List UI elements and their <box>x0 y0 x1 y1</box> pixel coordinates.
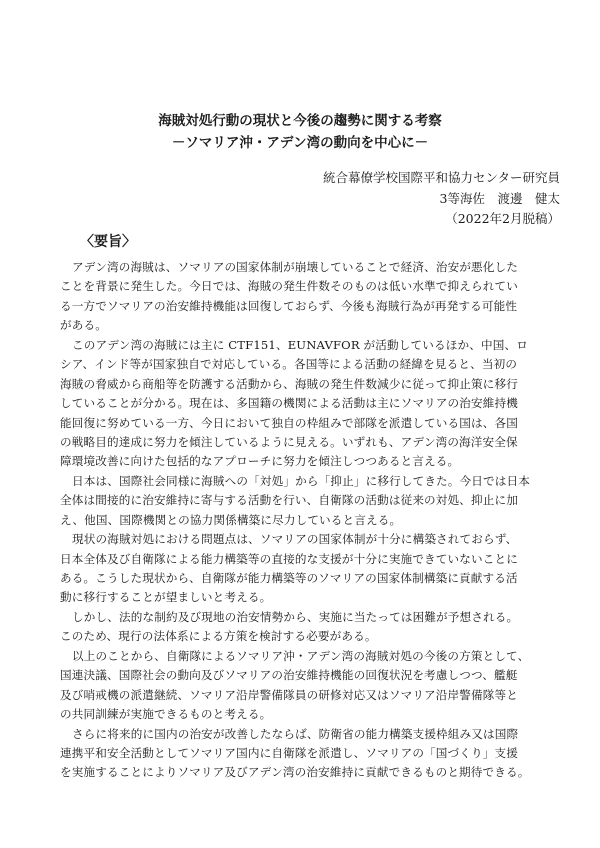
abstract-line: さらに将来的に国内の治安が改善したならば、防衛省の能力構築支援枠組み又は国際 <box>72 726 519 741</box>
abstract-line: の戦略目的達成に努力を傾注しているように見える。いずれも、アデン湾の海洋安全保 <box>60 434 518 449</box>
paper-title <box>0 110 600 154</box>
abstract-line: ことを背景に発生した。今日では、海賊の発生件数そのものは低い水準で抑えられてい <box>60 279 519 294</box>
abstract-line: 障環境改善に向けた包括的なアプローチに努力を傾注しつつあると言える。 <box>60 454 460 469</box>
abstract-line: がある。 <box>60 318 107 333</box>
title-main: 海賊対処行動の現状と今後の趨勢に関する考察 <box>158 113 442 129</box>
abstract-line: る一方でソマリアの治安維持機能は回復しておらず、今後も海賊行為が再発する可能性 <box>60 298 518 313</box>
abstract-line: アデン湾の海賊は、ソマリアの国家体制が崩壊していることで経済、治安が悪化した <box>72 260 519 274</box>
author-rank-name: 3等海佐 渡邊 健太 <box>439 190 560 206</box>
abstract-line: 全体は間接的に治安維持に寄与する活動を行い、自衛隊の活動は従来の対処、抑止に加 <box>60 493 519 508</box>
abstract-line: 動に移行することが望ましいと考える。 <box>60 590 272 605</box>
abstract-line: 日本全体及び自衛隊による能力構築等の直接的な支援が十分に実施できていないことに <box>60 551 519 566</box>
title-subtitle: －ソマリア沖・アデン湾の動向を中心に－ <box>171 135 429 151</box>
abstract-line: ある。こうした現状から、自衛隊が能力構築等のソマリアの国家体制構築に貢献する活 <box>60 571 518 585</box>
author-date: （2022年2月脱稿） <box>445 211 560 226</box>
abstract-line: え、他国、国際機関との協力関係構築に尽力していると言える。 <box>60 512 402 527</box>
abstract-body <box>60 258 544 783</box>
abstract-line: 以上のことから、自衛隊によるソマリア沖・アデン湾の海賊対処の今後の方策として、 <box>72 648 530 663</box>
author-affiliation: 統合幕僚学校国際平和協力センター研究員 <box>322 170 560 185</box>
abstract-line: 及び哨戒機の派遣継続、ソマリア沿岸警備隊員の研修対応又はソマリア沿岸警備隊等と <box>60 687 519 702</box>
abstract-line: シア、インド等が国家独自で対応している。各国等による活動の経緯を見ると、当初の <box>60 357 518 372</box>
abstract-line: 日本は、国際社会同様に海賊への「対処」から「抑止」に移行してきた。今日では日本 <box>72 473 531 488</box>
abstract-line: 国連決議、国際社会の動向及びソマリアの治安維持機能の回復状況を考慮しつつ、艦艇 <box>60 668 518 683</box>
author-info <box>323 168 560 230</box>
abstract-line: 現状の海賊対処における問題点は、ソマリアの国家体制が十分に構築されておらず、 <box>72 532 518 547</box>
abstract-line: 能回復に努めている一方、今日において独自の枠組みで部隊を派遣している国は、各国 <box>60 415 519 430</box>
abstract-line: の共同訓練が実施できるものと考える。 <box>60 707 272 722</box>
abstract-line: このため、現行の法体系による方策を検討する必要がある。 <box>60 629 377 644</box>
abstract-line: このアデン湾の海賊には主に CTF151、EUNAVFOR が活動しているほか、中国、ロ <box>72 337 528 352</box>
abstract-line: 海賊の脅威から商船等を防護する活動から、海賊の発生件数減少に従って抑止策に移行 <box>60 376 519 391</box>
abstract-line: していることが分かる。現在は、多国籍の機関による活動は主にソマリアの治安維持機 <box>60 396 519 411</box>
abstract-heading: 〈要旨〉 <box>80 234 136 250</box>
abstract-line: 連携平和安全活動としてソマリア国内に自衛隊を派遣し、ソマリアの「国づくり」支援 <box>60 745 519 760</box>
abstract-line: しかし、法的な制約及び現地の治安情勢から、実施に当たっては困難が予想される。 <box>72 609 519 624</box>
abstract-line: を実施することによりソマリア及びアデン湾の治安維持に貢献できるものと期待できる。 <box>60 765 530 780</box>
